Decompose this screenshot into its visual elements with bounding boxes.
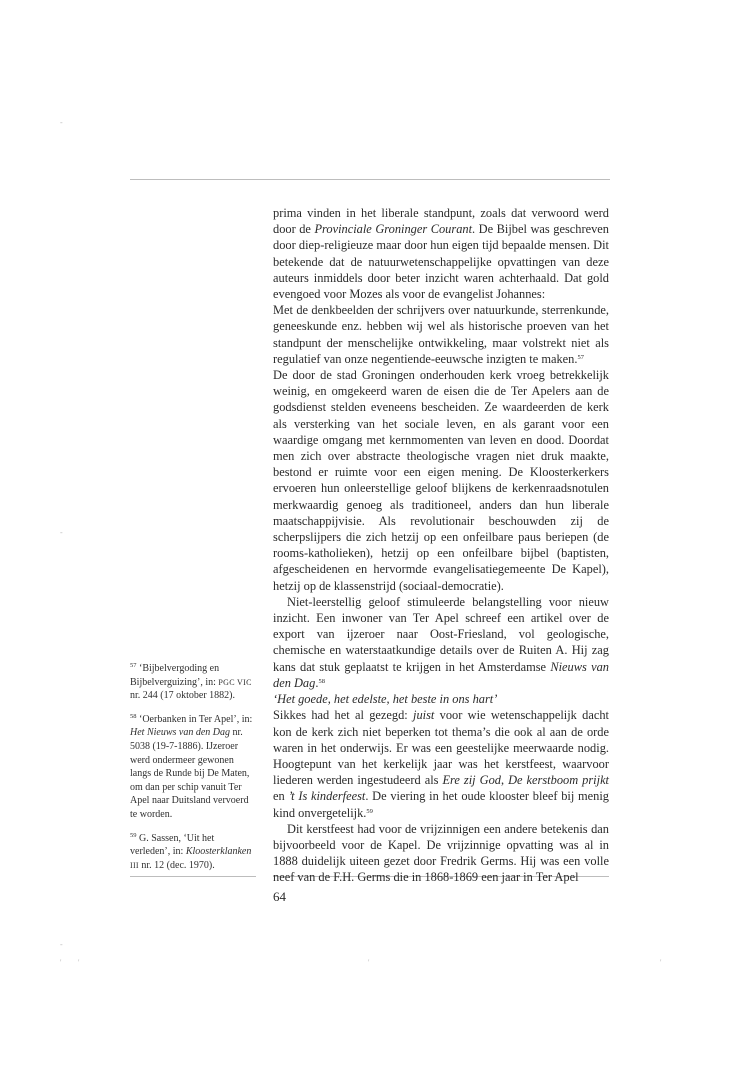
block-quote	[273, 302, 609, 367]
text-run: Niet-leerstellig geloof stimuleerde belangstelling voor nieuw inzicht. Een inwoner van Ter Apel schreef een artikel over de export van ijzeroer naar Oost-Friesland, vol geologische, chemische en waterstaatkundige details over de Ruiten A. Hij zag kans dat stuk geplaatst te krijgen in het Amsterdamse	[273, 594, 609, 674]
footnote	[130, 832, 256, 873]
crop-mark: '	[60, 958, 62, 967]
text-run: Sikkes had het al gezegd:	[273, 708, 414, 723]
footnote-text: G. Sassen, ‘Uit het verleden’, in:	[130, 832, 215, 858]
paragraph	[273, 707, 609, 820]
main-text-column	[273, 205, 609, 886]
paragraph-text: prima vinden in het liberale standpunt, zoals dat verwoord werd door de Provinciale Groninger Courant. De Bijbel was geschreven door diep-religieuze maar door hun eigen tijd bepaalde mensen. Dit betekende dat de natuurwetenschappelijke opvattingen van deze auteurs inmiddels door beter inzicht waren achterhaald. Dat gold evengoed voor Mozes als voor de evangelist Johannes:	[273, 206, 609, 302]
text-run: en	[273, 789, 289, 804]
crop-mark: -	[60, 528, 63, 537]
text-italic: juist	[413, 708, 435, 723]
section-heading: ‘Het goede, het edelste, het beste in ons hart’	[273, 692, 498, 707]
footnote-text: nr. 12 (dec. 1970).	[138, 859, 215, 871]
text-run: . De viering in het oude klooster bleef bij menig kind onvergetelijk.	[273, 789, 610, 820]
quote-text: Met de denkbeelden der schrijvers over natuurkunde, sterrenkunde, geneeskunde enz. hebben wij wel als historische proeven van het standpunt der menschelijke ontwikkeling, maar volstrekt niet als regulatief van onze negentiende-eeuwsche inzigten te maken.	[273, 303, 609, 366]
text-italic: Provinciale Groninger Courant	[314, 222, 473, 237]
footnote-ref: 59	[366, 807, 373, 815]
paragraph: Niet-leerstellig geloof stimuleerde belangstelling voor nieuw inzicht. Een inwoner van Ter Apel schreef een artikel over de export van ijzeroer naar Oost-Friesland, vol geologische, chemische en waterstaatkundige details over de Ruiten A. Hij zag kans dat stuk geplaatst te krijgen in het Amsterdamse Nieuws van den Dag.$^{58}$	[273, 594, 609, 690]
page-number: 64	[273, 889, 286, 904]
footnote-text: nr. 244 (17 oktober 1882).	[130, 690, 235, 702]
footnote	[130, 662, 256, 703]
top-rule	[130, 179, 610, 180]
footnote-number: 59	[130, 831, 137, 839]
footnote-ref: 58	[318, 677, 325, 685]
crop-mark: -	[60, 940, 63, 949]
paragraph: De door de stad Groningen onderhouden kerk vroeg betrekkelijk weinig, en omgekeerd waren de eisen die de Ter Apelers aan de godsdienst stelden eveneens bescheiden. Ze waardeerden de kerk als versterking van het sociale leven, en als garant voor een waardige omgang met kernmomenten van leven en dood. Doordat men zich over abstracte theologische vragen niet druk maakte, bestond er ruimte voor een eigen mening. De Kloosterkerkers ervoeren hun onleerstellige geloof blijkens de kerkenraadsnotulen merkwaardig genoeg als traditioneel, anders dan hun liberale maatschappijvisie. Als revolutionair beschouwden zij de scherpslijpers die zich hetzij op een onfeilbare paus beriepen (de rooms-katholieken), hetzij op een onfeilbare bijbel (baptisten, afgescheidenen en hervormde evangelisatiegemeente De Kapel), hetzij op de klassenstrijd (sociaal-democratie).	[273, 368, 609, 593]
footnote-ref: 57	[577, 353, 584, 361]
text-italic: Nieuws van den Dag	[273, 659, 609, 690]
footnote-number: 57	[130, 662, 137, 669]
footnotes	[130, 662, 256, 882]
footnote-smallcaps: III	[130, 860, 139, 870]
footnote-italic: Het Nieuws van den Dag	[130, 727, 230, 739]
text-run: ,	[500, 773, 509, 788]
paragraph: Dit kerstfeest had voor de vrijzinnigen een andere betekenis dan bijvoorbeeld voor de Kapel. De vrijzinnige opvatting was al in 1888 duidelijk uiteen gezet door Fredrik Germs. Hij was een volle neef van de F.H. Germs die in 1868-1869 een jaar in Ter Apel	[273, 821, 609, 885]
crop-mark: -	[60, 118, 63, 127]
text-italic: ’t Is kinderfeest	[288, 789, 366, 804]
crop-mark: '	[660, 958, 662, 967]
paragraph	[273, 205, 609, 302]
footnote-smallcaps: PGC VIC	[218, 677, 252, 687]
footnote	[130, 713, 256, 822]
text-italic: De kerstboom prijkt	[508, 773, 610, 788]
crop-mark: '	[78, 958, 80, 967]
crop-mark: '	[368, 958, 370, 967]
footnote-number: 58	[130, 712, 137, 720]
footnote-text: nr. 5038 (19-7-1886). IJzeroer werd ondermeer gewonen langs de Runde bij De Maten, om dan per schip vanuit Ter Apel naar Duitsland vervoerd te worden.	[130, 727, 250, 820]
text-italic: Ere zij God	[442, 773, 501, 788]
footnote-text: ‘Oerbanken in Ter Apel’, in:	[139, 713, 253, 725]
footnote-text: ‘Bijbelvergoding en Bijbelverguizing’, in:	[130, 663, 220, 688]
footnote-italic: Kloosterklanken	[185, 846, 252, 858]
text-run: voor wie wetenschappelijk dacht kon de kerk zich niet beperken tot thema’s die ook al aan de orde waren in het onderwijs. Er was een geestelijke meerwaarde nodig. Hoogtepunt van het kerkelijk jaar was het kerstfeest, waarvoor liederen werden ingestudeerd als	[273, 708, 609, 788]
